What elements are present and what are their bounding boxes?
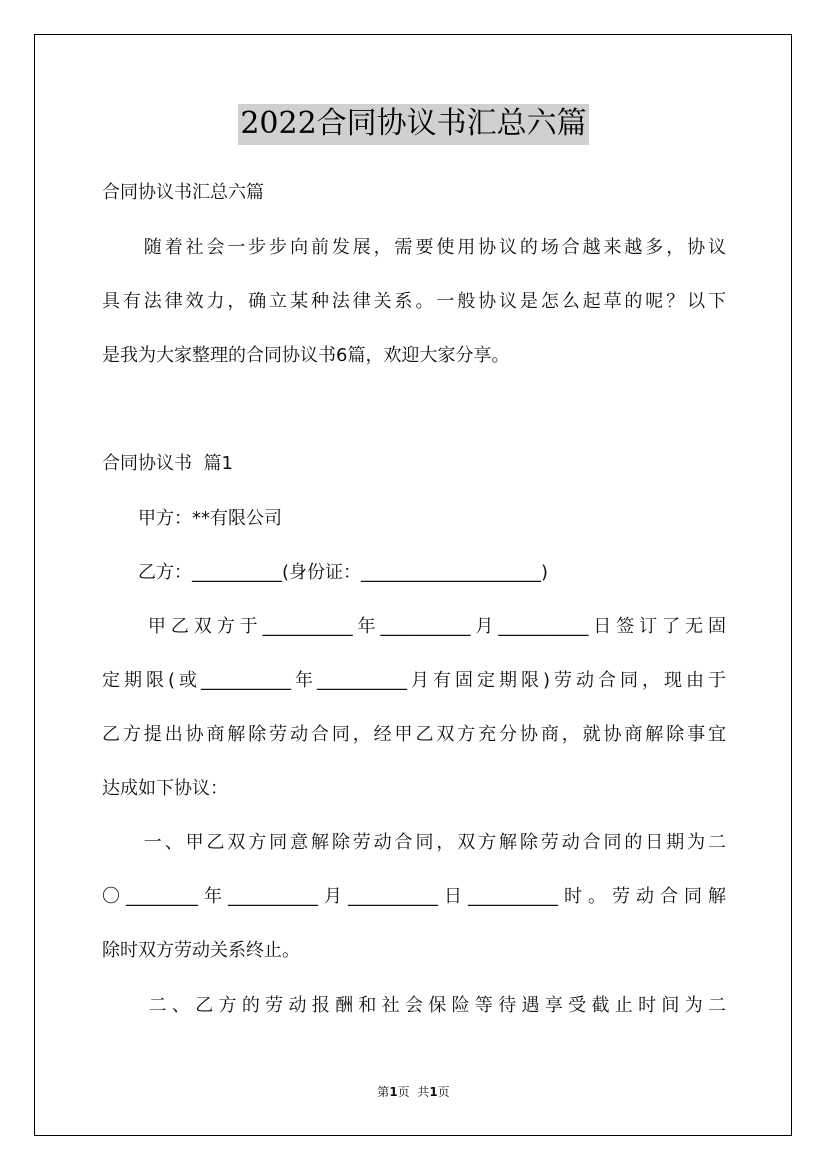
footer-page-suffix: 页 共 [397, 1085, 430, 1099]
document-title [0, 98, 827, 142]
intro-line-2: 具有法律效力，确立某种法律关系。一般协议是怎么起草的呢？以下 [102, 291, 726, 312]
body-line-2: 定期限(或__________年__________月有固定期限)劳动合同，现由于 [102, 670, 726, 691]
section-heading: 合同协议书 篇1 [102, 453, 233, 474]
body-line-6: 〇________年__________月__________日__________时。劳动合同解 [102, 886, 726, 907]
party-a-line: 甲方：**有限公司 [102, 508, 282, 529]
footer-page-number: 1 [389, 1085, 398, 1099]
body-line-4: 达成如下协议： [102, 778, 228, 799]
intro-line-3: 是我为大家整理的合同协议书6篇，欢迎大家分享。 [102, 345, 510, 366]
body-line-5: 一、甲乙双方同意解除劳动合同，双方解除劳动合同的日期为二 [102, 832, 726, 853]
party-b-line: 乙方：__________(身份证：____________________) [102, 562, 549, 583]
document-subtitle: 合同协议书汇总六篇 [102, 182, 264, 203]
body-line-1: 甲乙双方于__________年__________月__________日签订了无固 [102, 616, 726, 637]
body-line-3: 乙方提出协商解除劳动合同，经甲乙双方充分协商，就协商解除事宜 [102, 724, 726, 745]
document-title-text: 2022合同协议书汇总六篇 [238, 104, 588, 145]
footer-total-suffix: 页 [437, 1085, 450, 1099]
body-line-7: 除时双方劳动关系终止。 [102, 940, 300, 961]
page-footer [0, 1083, 827, 1100]
footer-total-pages: 1 [429, 1085, 438, 1099]
footer-page-prefix: 第 [377, 1085, 390, 1099]
body-line-8: 二、乙方的劳动报酬和社会保险等待遇享受截止时间为二 [102, 995, 726, 1016]
intro-line-1: 随着社会一步步向前发展，需要使用协议的场合越来越多，协议 [102, 237, 726, 258]
